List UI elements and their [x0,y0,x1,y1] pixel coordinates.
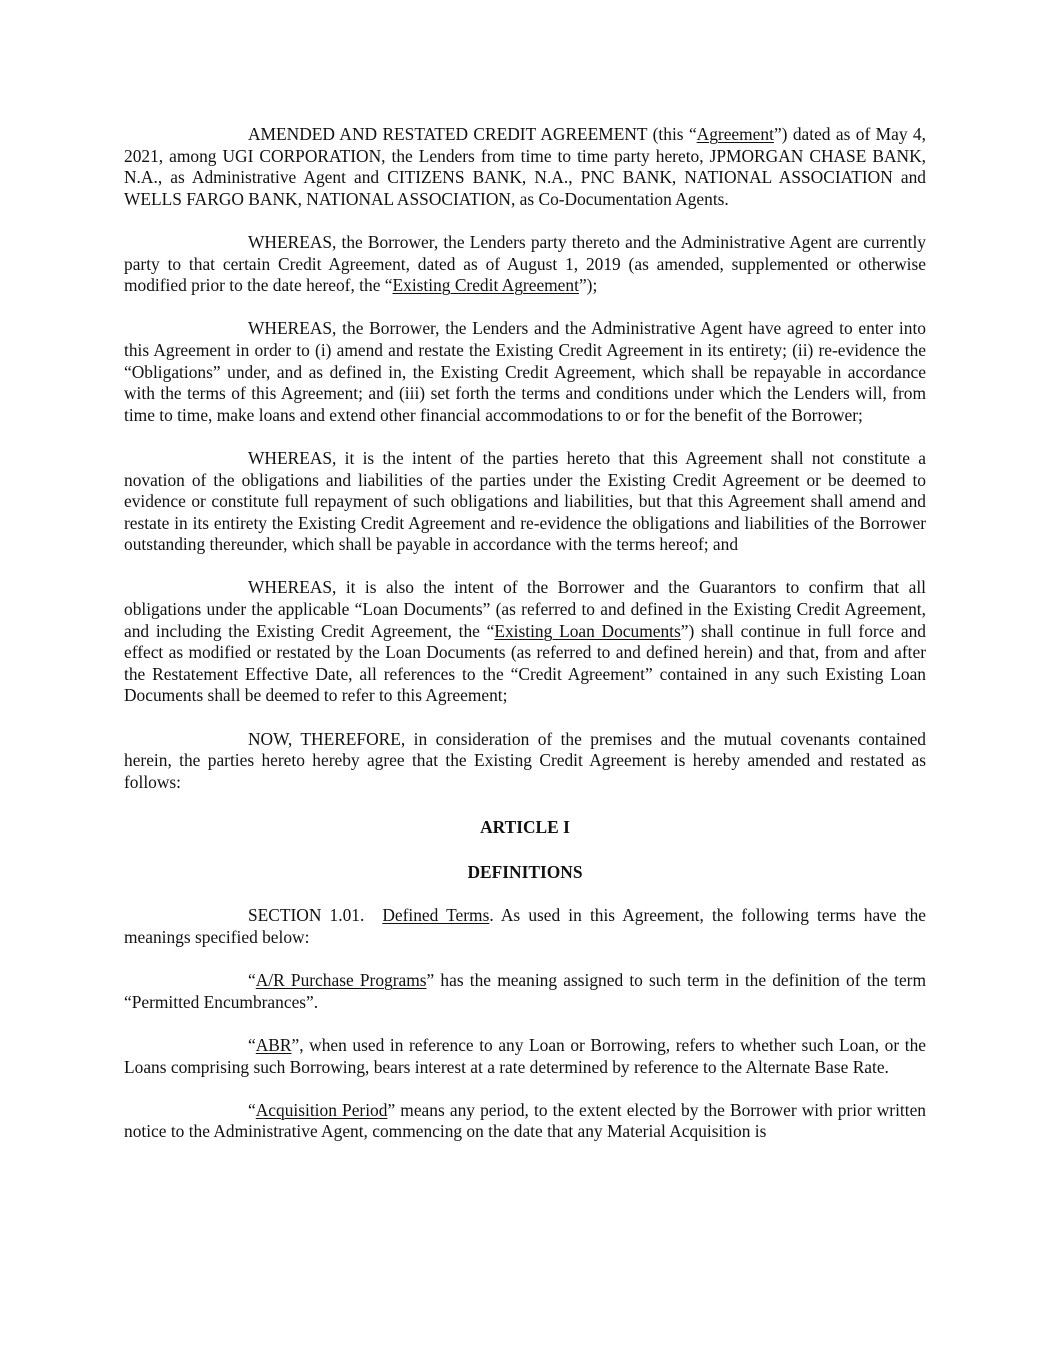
open-quote: “ [248,970,256,991]
defined-term-agreement: Agreement [696,124,774,144]
definition-acquisition-period [124,1100,926,1143]
recital-text-end: ”) shall continue in full force and effect as modified or restated by the Loan Documents (as referred to and defined herein) and that, from and after the Restatement Effective Date, all references to the “Credit Agreement” contained in any such Existing Loan Documents shall be deemed to refer to this Agreement; [124,620,927,706]
recital-amend-restate: WHEREAS, the Borrower, the Lenders and the Administrative Agent have agreed to enter into this Agreement in order to (i) amend and restate the Existing Credit Agreement in its entirety; (ii) re-evidence the “Obligations” under, and as defined in, the Existing Credit Agreement, which shall be repayable in accordance with the terms of this Agreement; and (iii) set forth the terms and conditions under which the Lenders will, from time to time, make loans and extend other financial accommodations to or for the benefit of the Borrower; [124,318,926,425]
recital-text-start: WHEREAS, it is also the intent of the Borrower and the Guarantors to confirm that all obligations under the applicable “Loan Documents” (as referred to and defined in the Existing Credit Agreement, and including the Existing Credit Agreement, the “ [124,577,926,641]
preamble-text-end: ”) dated as of May 4, 2021, among UGI CORPORATION, the Lenders from time to time party hereto, JPMORGAN CHASE BANK, N.A., as Administrative Agent and CITIZENS BANK, N.A., PNC BANK, NATIONAL ASSOCIATION and WELLS FARGO BANK, NATIONAL ASSOCIATION, as Co-Documentation Agents. [124,124,926,209]
definition-text: ” means any period, to the extent elected by the Borrower with prior written notice to the Administrative Agent, commencing on the date that any Material Acquisition is [124,1099,927,1142]
definition-text: ”, when used in reference to any Loan or Borrowing, refers to whether such Loan, or the Loans comprising such Borrowing, bears interest at a rate determined by reference to the Alternate Base Rate. [124,1034,926,1077]
recital-text-start: WHEREAS, the Borrower, the Lenders party thereto and the Administrative Agent are currently party to that certain Credit Agreement, dated as of August 1, 2019 (as amended, supplemented or otherwise modified prior to the date hereof, the “ [124,231,926,296]
definition-abr [124,1035,926,1078]
defined-term-existing-credit-agreement: Existing Credit Agreement [392,275,579,296]
article-number: ARTICLE I [480,817,570,837]
recital-existing-agreement [124,232,926,297]
recital-no-novation: WHEREAS, it is the intent of the parties hereto that this Agreement shall not constitute a novation of the obligations and liabilities of the parties under the Existing Credit Agreement or be deemed to evidence or constitute full repayment of such obligations and liabilities, but that this Agreement shall amend and restate in its entirety the Existing Credit Agreement and re-evidence the obligations and liabilities of the Borrower outstanding thereunder, which shall be payable in accordance with the terms hereof; and [124,447,926,555]
preamble-paragraph [124,124,926,210]
preamble-text-start: AMENDED AND RESTATED CREDIT AGREEMENT (this “ [248,124,697,144]
recital-now-therefore: NOW, THEREFORE, in consideration of the premises and the mutual covenants contained herein, the parties hereto hereby agree that the Existing Credit Agreement is hereby amended and restated as follows: [124,728,926,792]
defined-term-acquisition-period: Acquisition Period [255,1099,388,1120]
article-title: DEFINITIONS [467,862,583,883]
section-title-period: . [489,905,494,926]
defined-term-abr: ABR [255,1034,292,1055]
section-number: SECTION 1.01. [248,905,365,926]
section-intro-text: As used in this Agreement, the following terms have the meanings specified below: [124,905,926,947]
section-title: Defined Terms [382,905,490,926]
section-1-01 [124,905,926,948]
open-quote: “ [248,1099,256,1120]
defined-term-existing-loan-documents: Existing Loan Documents [494,620,681,641]
definition-ar-purchase-programs [124,970,926,1013]
recital-loan-documents [124,577,926,707]
recital-text-end: ”); [578,275,598,296]
document-page [124,124,926,1165]
defined-term-ar-purchase-programs: A/R Purchase Programs [255,970,427,991]
open-quote: “ [248,1034,256,1055]
definition-text: ” has the meaning assigned to such term in the definition of the term “Permitted Encumbrances”. [124,970,926,1012]
